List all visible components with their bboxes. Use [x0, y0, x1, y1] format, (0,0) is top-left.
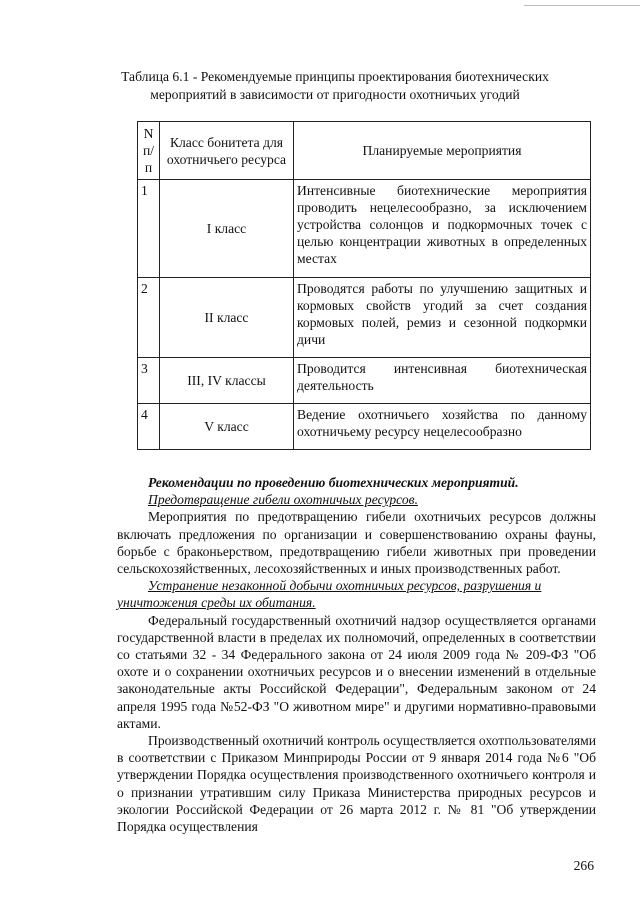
table-row — [138, 180, 591, 278]
table-row — [138, 358, 591, 404]
table-header-row — [138, 122, 591, 180]
row-num: 4 — [138, 404, 160, 450]
row-activity: Интенсивные биотехнические мероприятия проводить нецелесообразно, за исключением устройства солонцов и подкормочных точек с целью концентрации животных в определенных местах — [294, 180, 591, 278]
page-number: 266 — [573, 858, 594, 873]
header-num: N п/ п — [138, 122, 160, 180]
paragraph: Мероприятия по предотвращению гибели охотничьих ресурсов должны включать предложения по организации и совершенствованию охраны фауны, борьбе с браконьерством, предотвращению гибели животных при проведении сельскохозяйственных, лесохозяйственных и иных производственных работ. — [117, 509, 596, 577]
recommendations-table — [137, 121, 591, 450]
row-num: 3 — [138, 358, 160, 404]
subsection-heading: Предотвращение гибели охотничьих ресурсов. — [148, 492, 418, 508]
body-text — [117, 474, 596, 835]
row-activity: Проводятся работы по улучшению защитных и кормовых свойств угодий за счет создания кормовых полей, ремиз и сезонной подкормки дичи — [294, 278, 591, 358]
caption-line-1: Таблица 6.1 - Рекомендуемые принципы проектирования биотехнических — [121, 69, 549, 84]
paragraph: Производственный охотничий контроль осуществляется охотпользователями в соответствии с Приказом Минприроды России от 9 января 2014 года №6 "Об утверждении Порядка осуществления производственного охотничьего контроля и о признании утратившим силу Приказа Министерства природных ресурсов и экологии Российской Федерации от 26 марта 2012 г. № 81 "Об утверждении Порядка осуществления — [117, 733, 596, 835]
row-class: III, IV классы — [160, 358, 294, 404]
row-class: V класс — [160, 404, 294, 450]
table-row — [138, 404, 591, 450]
header-class: Класс бонитета для охотничьего ресурса — [160, 122, 294, 180]
page-edge-line — [524, 5, 640, 6]
paragraph: Федеральный государственный охотничий надзор осуществляется органами государственной власти в пределах их полномочий, определенных в соответствии со статьями 32 - 34 Федерального закона от 24 июля 2009 года № 209-ФЗ "Об охоте и о сохранении охотничьих ресурсов и о внесении изменений в отдельные законодательные акты Российской Федерации", Федеральным законом от 24 апреля 1995 года №52-ФЗ "О животном мире" и другими нормативно-правовыми актами. — [117, 612, 596, 731]
subsection-heading: Устранение незаконной добычи охотничьих ресурсов, разрушения и уничтожения среды их обитания. — [117, 578, 542, 611]
table-row — [138, 278, 591, 358]
row-class: II класс — [160, 278, 294, 358]
header-activity: Планируемые мероприятия — [294, 122, 591, 180]
section-heading: Рекомендации по проведению биотехнических мероприятий. — [148, 475, 519, 490]
row-activity: Ведение охотничьего хозяйства по данному охотничьему ресурсу нецелесообразно — [294, 404, 591, 450]
table-caption — [90, 68, 580, 104]
row-activity: Проводится интенсивная биотехническая деятельность — [294, 358, 591, 404]
row-num: 2 — [138, 278, 160, 358]
row-class: I класс — [160, 180, 294, 278]
caption-line-2: мероприятий в зависимости от пригодности охотничьих угодий — [150, 87, 520, 102]
row-num: 1 — [138, 180, 160, 278]
